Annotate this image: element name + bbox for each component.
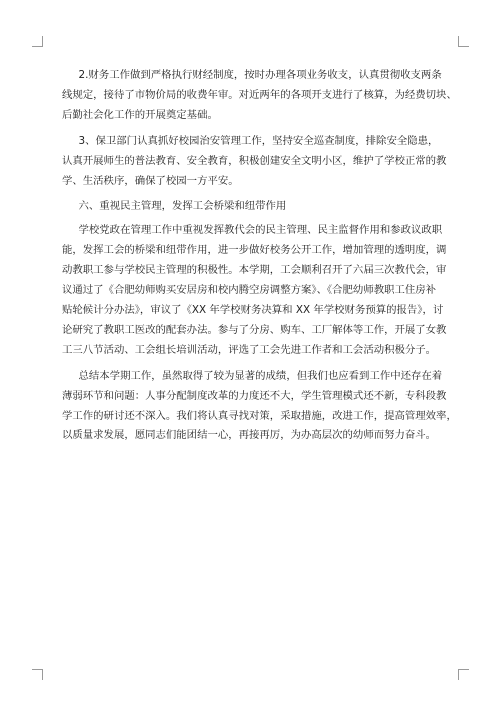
text-line: 薄弱环节和问题：人事分配制度改革的力度还不大，学生管理模式还不新，专科段教	[62, 389, 447, 402]
crop-mark-top-right	[458, 36, 469, 47]
crop-mark-bottom-right	[458, 669, 469, 680]
text-line: 学工作的研讨还不深入。我们将认真寻找对策，采取措施，改进工作，提高管理效率，	[62, 409, 457, 422]
crop-mark-bottom-left	[32, 669, 43, 680]
text-line: 线规定，接待了市物价局的收费年审。对近两年的各项开支进行了核算，为经费切块、	[62, 88, 457, 101]
paragraph-finance	[62, 66, 457, 126]
paragraph-summary	[62, 367, 457, 447]
crop-mark-top-left	[32, 36, 43, 47]
document-body	[62, 66, 457, 452]
text-line: 认真开展师生的普法教育、安全教育，积极创建安全文明小区，维护了学校正常的教	[62, 154, 447, 167]
text-line: 论研究了教职工医改的配套办法。参与了分房、购车、工厂解体等工作，开展了女教	[62, 323, 447, 336]
text-line: 贴轮候计分办法》，审议了《XX 年学校财务决算和 XX 年学校财务预算的报告》，讨	[62, 303, 444, 316]
text-line: 总结本学期工作，虽然取得了较为显著的成绩，但我们也应看到工作中还存在着	[62, 369, 443, 382]
text-line: 3、保卫部门认真抓好校园治安管理工作，坚持安全巡查制度，排除安全隐患，	[62, 134, 439, 147]
text-line: 能，发挥工会的桥梁和纽带作用，进一步做好校务公开工作，增加管理的透明度，调	[62, 244, 447, 257]
text-line: 学校党政在管理工作中重视发挥教代会的民主管理、民主监督作用和参政议政职	[62, 224, 443, 237]
text-line: 后勤社会化工作的开展奠定基础。	[62, 108, 218, 121]
text-line: 工三八节活动、工会组长培训活动，评选了工会先进工作者和工会活动积极分子。	[62, 343, 437, 356]
text-line: 议通过了《合肥幼师购买安居房和校内腾空房调整方案》、《合肥幼师教职工住房补	[62, 284, 437, 297]
section-heading	[62, 197, 438, 217]
text-line: 六、重视民主管理，发挥工会桥梁和纽带作用	[62, 200, 287, 213]
text-line: 以质量求发展，愿同志们能团结一心，再接再厉，为办高层次的幼师而努力奋斗。	[62, 429, 437, 442]
text-line: 学、生活秩序，确保了校园一方平安。	[62, 174, 239, 187]
text-line: 2.财务工作做到严格执行财经制度，按时办理各项业务收支，认真贯彻收支两条	[62, 69, 442, 81]
text-line: 动教职工参与学校民主管理的积极性。本学期，工会顺利召开了六届三次教代会，审	[62, 264, 447, 277]
paragraph-security	[62, 132, 447, 192]
paragraph-democratic-management	[62, 221, 447, 360]
